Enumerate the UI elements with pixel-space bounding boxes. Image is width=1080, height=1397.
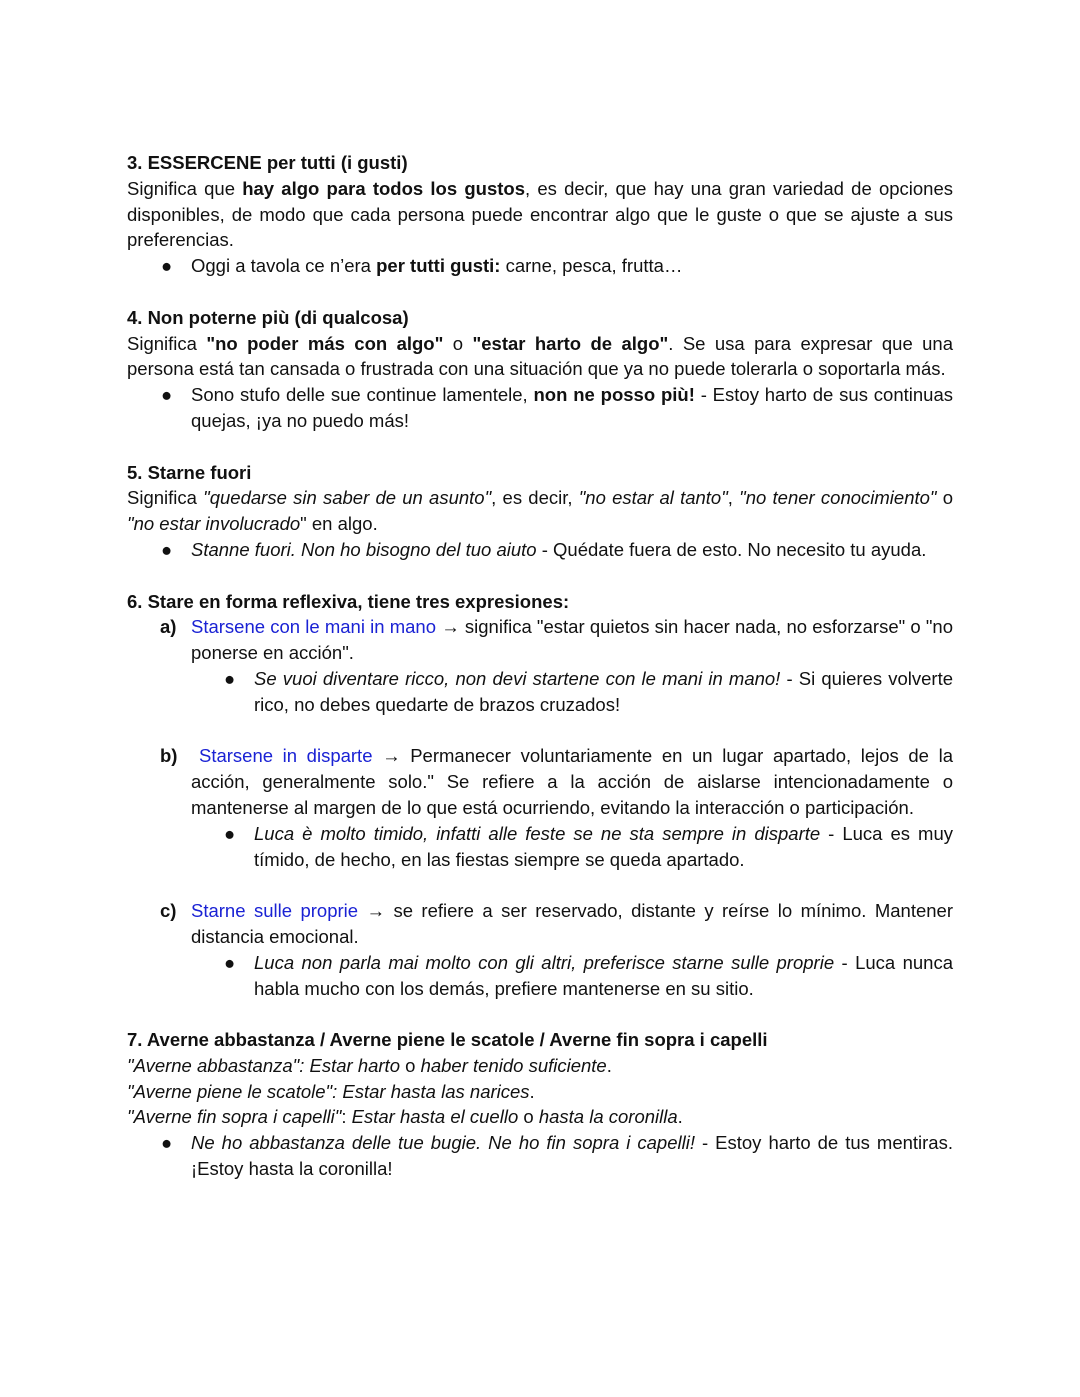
- section-7-line-1: "Averne abbastanza": Estar harto o haber tenido suficiente.: [127, 1054, 612, 1076]
- section-7-title: 7. Averne abbastanza / Averne piene le scatole / Averne fin sopra i capelli: [127, 1029, 768, 1051]
- subsection-b: b) Starsene in disparte → Permanecer voluntariamente en un lugar apartado, lejos de la acción, generalmente solo." Se refiere a la acción de aislarse intencionadamente o mantenerse al margen de lo que está ocurriendo, evitando la interacción o participación.: [160, 745, 953, 818]
- subsection-c: c) Starne sulle proprie → se refiere a ser reservado, distante y reírse lo mínimo. Mantener distancia emocional.: [160, 900, 953, 947]
- term-starsene-disparte: Starsene in disparte: [199, 745, 373, 767]
- bullet-icon: ●: [161, 1132, 173, 1154]
- section-5-paragraph: Significa "quedarse sin saber de un asunto", es decir, "no estar al tanto", "no tener conocimiento" o "no estar involucrado" en algo.: [127, 487, 953, 535]
- term-starsene-mani: Starsene con le mani in mano: [191, 616, 437, 638]
- section-7-line-3: "Averne fin sopra i capelli": Estar hasta el cuello o hasta la coronilla.: [127, 1106, 683, 1128]
- section-3-paragraph: Significa que hay algo para todos los gustos, es decir, que hay una gran variedad de opciones disponibles, de modo que cada persona puede encontrar algo que le guste o que se ajuste a sus preferencias.: [127, 177, 953, 251]
- term-starne-proprie: Starne sulle proprie: [191, 900, 359, 922]
- section-6-title: 6. Stare en forma reflexiva, tiene tres expresiones:: [127, 590, 570, 612]
- subsection-b-example: ● Luca è molto timido, infatti alle feste se ne sta sempre in disparte - Luca es muy tímido, de hecho, en las fiestas siempre se queda apartado.: [224, 822, 953, 870]
- section-4-example: ● Sono stufo delle sue continue lamentele, non ne posso più! - Estoy harto de sus continuas quejas, ¡ya no puedo más!: [161, 384, 953, 431]
- bullet-icon: ●: [161, 384, 173, 406]
- subsection-a-example: ● Se vuoi diventare ricco, non devi startene con le mani in mano! - Si quieres volverte rico, no debes quedarte de brazos cruzados!: [224, 667, 953, 715]
- document-page: [127, 150, 953, 1182]
- subsection-a: a) Starsene con le mani in mano → significa "estar quietos sin hacer nada, no esforzarse" o "no ponerse en acción".: [160, 616, 953, 664]
- section-3-title: 3. ESSERCENE per tutti (i gusti): [127, 152, 408, 173]
- section-4-title: 4. Non poterne più (di qualcosa): [127, 306, 409, 328]
- subsection-c-example: ● Luca non parla mai molto con gli altri, preferisce starne sulle proprie - Luca nunca habla mucho con los demás, prefiere mantenerse en su sitio.: [224, 951, 953, 999]
- section-7-line-2: "Averne piene le scatole": Estar hasta las narices.: [127, 1080, 535, 1102]
- bullet-icon: ●: [161, 538, 173, 560]
- bullet-icon: ●: [224, 822, 236, 844]
- bullet-icon: ●: [224, 951, 236, 973]
- bullet-icon: ●: [224, 667, 236, 689]
- section-5-example: ● Stanne fuori. Non ho bisogno del tuo aiuto - Quédate fuera de esto. No necesito tu ayuda.: [127, 537, 953, 563]
- section-3-example: ● Oggi a tavola ce n’era per tutti gusti: carne, pesca, frutta…: [127, 253, 953, 279]
- bullet-icon: ●: [161, 255, 173, 277]
- section-5-title: 5. Starne fuori: [127, 461, 252, 483]
- section-7-example: ● Ne ho abbastanza delle tue bugie. Ne ho fin sopra i capelli! - Estoy harto de tus mentiras. ¡Estoy hasta la coronilla!: [161, 1132, 953, 1180]
- section-4-paragraph: Significa "no poder más con algo" o "estar harto de algo". Se usa para expresar que una persona está tan cansada o frustrada con una situación que ya no puede tolerarla o soportarla más.: [127, 332, 953, 380]
